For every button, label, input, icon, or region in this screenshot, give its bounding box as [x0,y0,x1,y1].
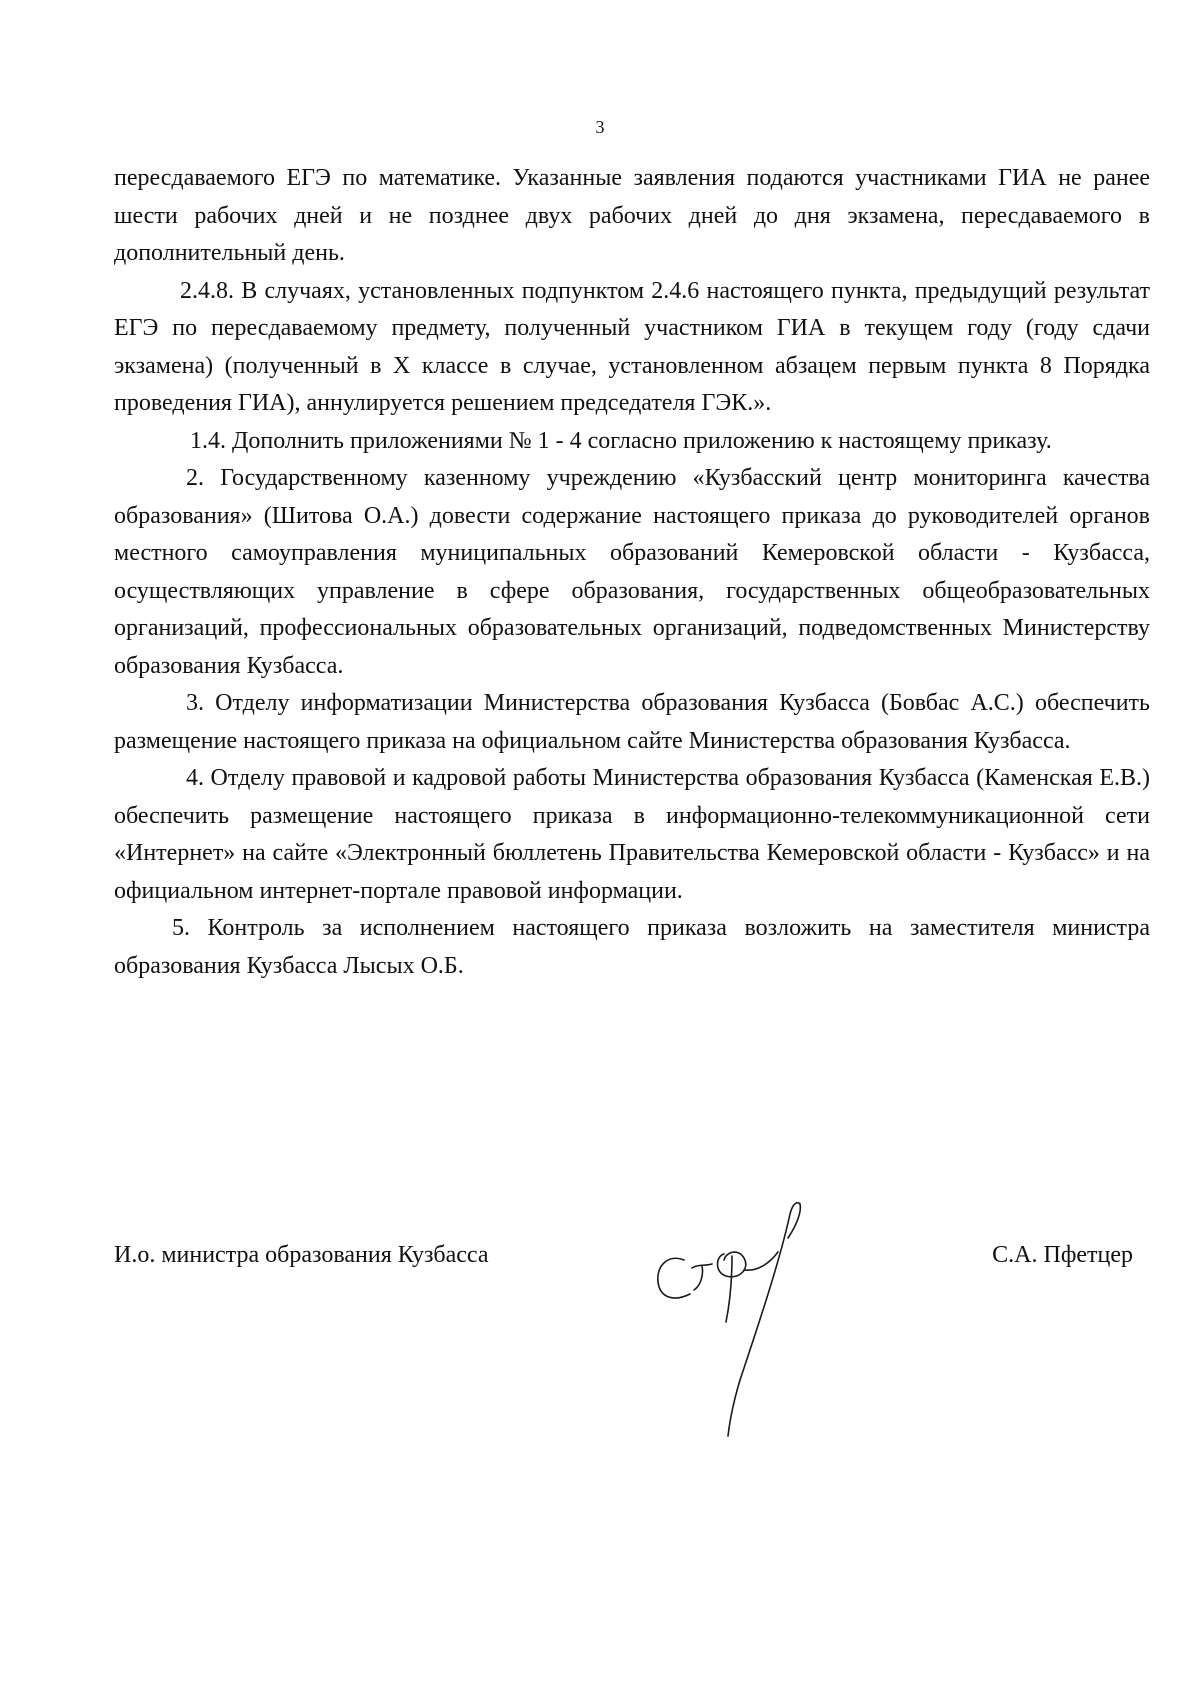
signatory-name: С.А. Пфетцер [992,1242,1133,1268]
paragraph-2-4-8: 2.4.8. В случаях, установленных подпунктом 2.4.6 настоящего пункта, предыдущий результат ЕГЭ по пересдаваемому предмету, полученный участником ГИА в текущем году (году сдачи экзамена) (полученный в X классе в случае, установленном абзацем первым пункта 8 Порядка проведения ГИА), аннулируется решением председателя ГЭК.». [114,277,1150,416]
paragraph-2: 2. Государственному казенному учреждению «Кузбасский центр мониторинга качества образования» (Шитова О.А.) довести содержание настоящего приказа до руководителей органов местного самоуправления муниципальных образований Кемеровской области - Кузбасса, осуществляющих управление в сфере образования, государственных общеобразовательных организаций, профессиональных образовательных организаций, подведомственных Министерству образования Кузбасса. [114,465,1150,679]
handwritten-signature [640,1190,880,1450]
document-body [114,160,1150,985]
page-number: 3 [595,117,605,137]
paragraph-5: 5. Контроль за исполнением настоящего приказа возложить на заместителя министра образования Кузбасса Лысых О.Б. [114,915,1150,979]
paragraph-1-4: 1.4. Дополнить приложениями № 1 - 4 согласно приложению к настоящему приказу. [190,427,1052,454]
signature-block [114,1240,1150,1280]
paragraph-4: 4. Отделу правовой и кадровой работы Министерства образования Кузбасса (Каменская Е.В.) обеспечить размещение настоящего приказа в информационно-телекоммуникационной сети «Интернет» на сайте «Электронный бюллетень Правительства Кемеровской области - Кузбасс» и на официальном интернет-портале правовой информации. [114,765,1150,904]
signatory-role: И.о. министра образования Кузбасса [114,1242,489,1268]
paragraph-continuation: пересдаваемого ЕГЭ по математике. Указанные заявления подаются участниками ГИА не ранее шести рабочих дней и не позднее двух рабочих дней до дня экзамена, пересдаваемого в дополнительный день. [114,165,1150,266]
paragraph-3: 3. Отделу информатизации Министерства образования Кузбасса (Бовбас А.С.) обеспечить размещение настоящего приказа на официальном сайте Министерства образования Кузбасса. [114,690,1150,754]
